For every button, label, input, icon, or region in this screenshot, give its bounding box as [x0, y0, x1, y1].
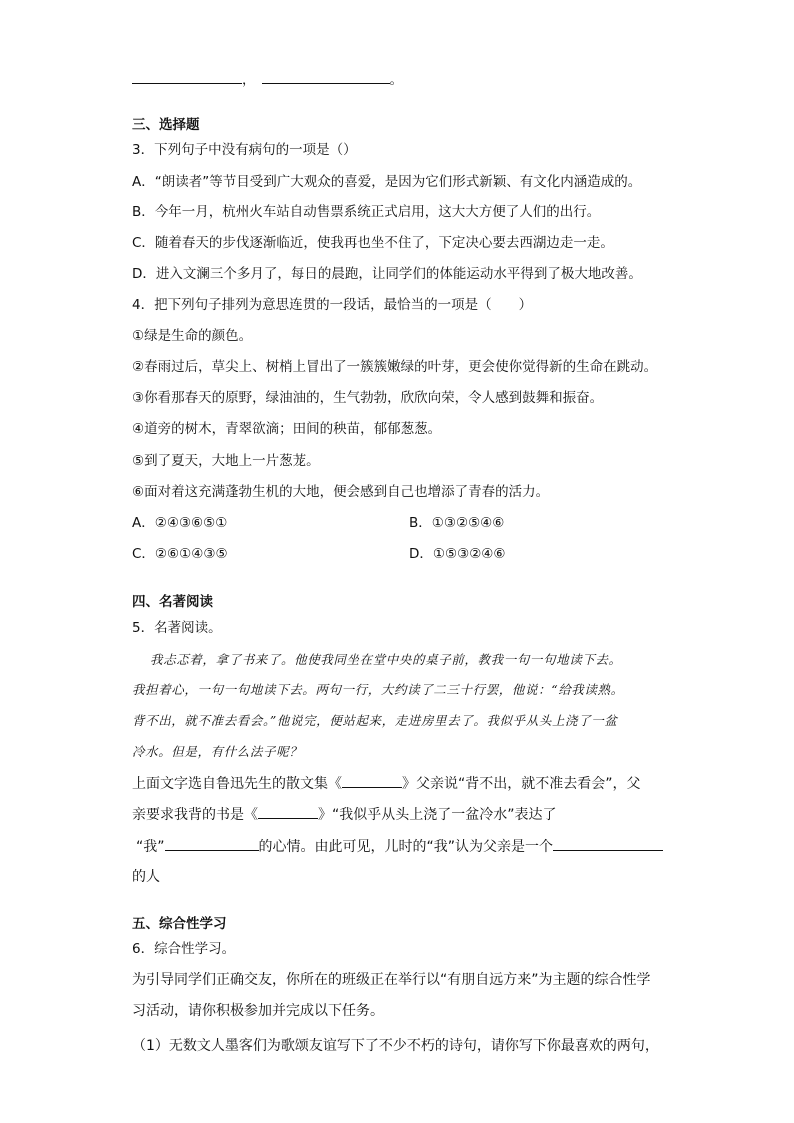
question-stem: 4．把下列句子排列为意思连贯的一段话，最恰当的一项是（ ） — [132, 297, 533, 313]
passage-line: 我忐忑着，拿了书来了。他使我同坐在堂中央的桌子前，教我一句一句地读下去。 — [150, 652, 622, 667]
option-c[interactable]: C．②⑥①④③⑤ — [132, 546, 228, 562]
option-b[interactable]: B．①③②⑤④⑥ — [409, 515, 505, 531]
sentence-item: ⑥面对着这充满蓬勃生机的大地，便会感到自己也增添了青春的活力。 — [132, 484, 550, 500]
question-stem: 6．综合性学习。 — [132, 941, 236, 957]
sentence-item: ①绿是生命的颜色。 — [132, 328, 253, 344]
option-d[interactable]: D．进入文澜三个多月了，每日的晨跑，让同学们的体能运动水平得到了极大地改善。 — [132, 266, 642, 282]
sentence-item: ③你看那春天的原野，绿油油的，生气勃勃，欣欣向荣，令人感到鼓舞和振奋。 — [132, 390, 604, 406]
sentence-item: ④道旁的树木，青翠欲滴；田间的秧苗，郁郁葱葱。 — [132, 421, 442, 437]
paragraph-line: 习活动，请你积极参加并完成以下任务。 — [132, 1003, 384, 1019]
sentence-item: ⑤到了夏天，大地上一片葱茏。 — [132, 453, 320, 469]
section-heading: 四、名著阅读 — [132, 594, 213, 610]
fill-line: “我” 的心情。由此可见，儿时的“我”认为父亲是一个 — [136, 835, 663, 857]
option-a[interactable]: A．“朗读者”等节目受到广大观众的喜爱，是因为它们形式新颖、有文化内涵造成的。 — [132, 174, 642, 190]
answer-blank[interactable] — [342, 772, 402, 788]
question-stem: 3．下列句子中没有病句的一项是（） — [132, 142, 357, 158]
fill-line: 亲要求我背的书是《 》“我似乎从头上浇了一盆冷水”表达了 — [132, 803, 557, 825]
fill-line: 上面文字选自鲁迅先生的散文集《 》父亲说“背不出，就不准去看会”，父 — [132, 772, 641, 794]
option-a[interactable]: A．②④③⑥⑤① — [132, 515, 228, 531]
sentence-item: ②春雨过后，草尖上、树梢上冒出了一簇簇嫩绿的叶芽，更会使你觉得新的生命在跳动。 — [132, 359, 658, 375]
section-heading: 五、综合性学习 — [132, 916, 227, 932]
answer-blank[interactable] — [258, 803, 318, 819]
answer-blank[interactable] — [132, 68, 242, 84]
answer-blank[interactable] — [165, 835, 259, 851]
answer-blank-line: ， 。 — [132, 68, 403, 90]
passage-line: 背不出，就不准去看会。”他说完，便站起来，走进房里去了。我似乎从头上浇了一盆 — [132, 713, 618, 728]
option-c[interactable]: C．随着春天的步伐逐渐临近，使我再也坐不住了，下定决心要去西湖边走一走。 — [132, 235, 614, 251]
passage-line: 冷水。但是，有什么法子呢？ — [132, 744, 303, 759]
fill-line: 的人 — [132, 869, 160, 885]
answer-blank[interactable] — [553, 835, 663, 851]
paragraph-line: 为引导同学们正确交友，你所在的班级正在举行以“有朋自远方来”为主题的综合性学 — [132, 972, 651, 988]
section-heading: 三、选择题 — [132, 117, 200, 133]
task-item: （1）无数文人墨客们为歌颂友谊写下了不少不朽的诗句，请你写下你最喜欢的两句， — [132, 1038, 659, 1054]
answer-blank[interactable] — [262, 68, 390, 84]
question-stem: 5．名著阅读。 — [132, 620, 222, 636]
passage-line: 我担着心，一句一句地读下去。两句一行，大约读了二三十行罢，他说：“给我读熟。 — [132, 682, 624, 697]
option-d[interactable]: D．①⑤③②④⑥ — [409, 546, 506, 562]
option-b[interactable]: B．今年一月，杭州火车站自动售票系统正式启用，这大大方便了人们的出行。 — [132, 204, 601, 220]
